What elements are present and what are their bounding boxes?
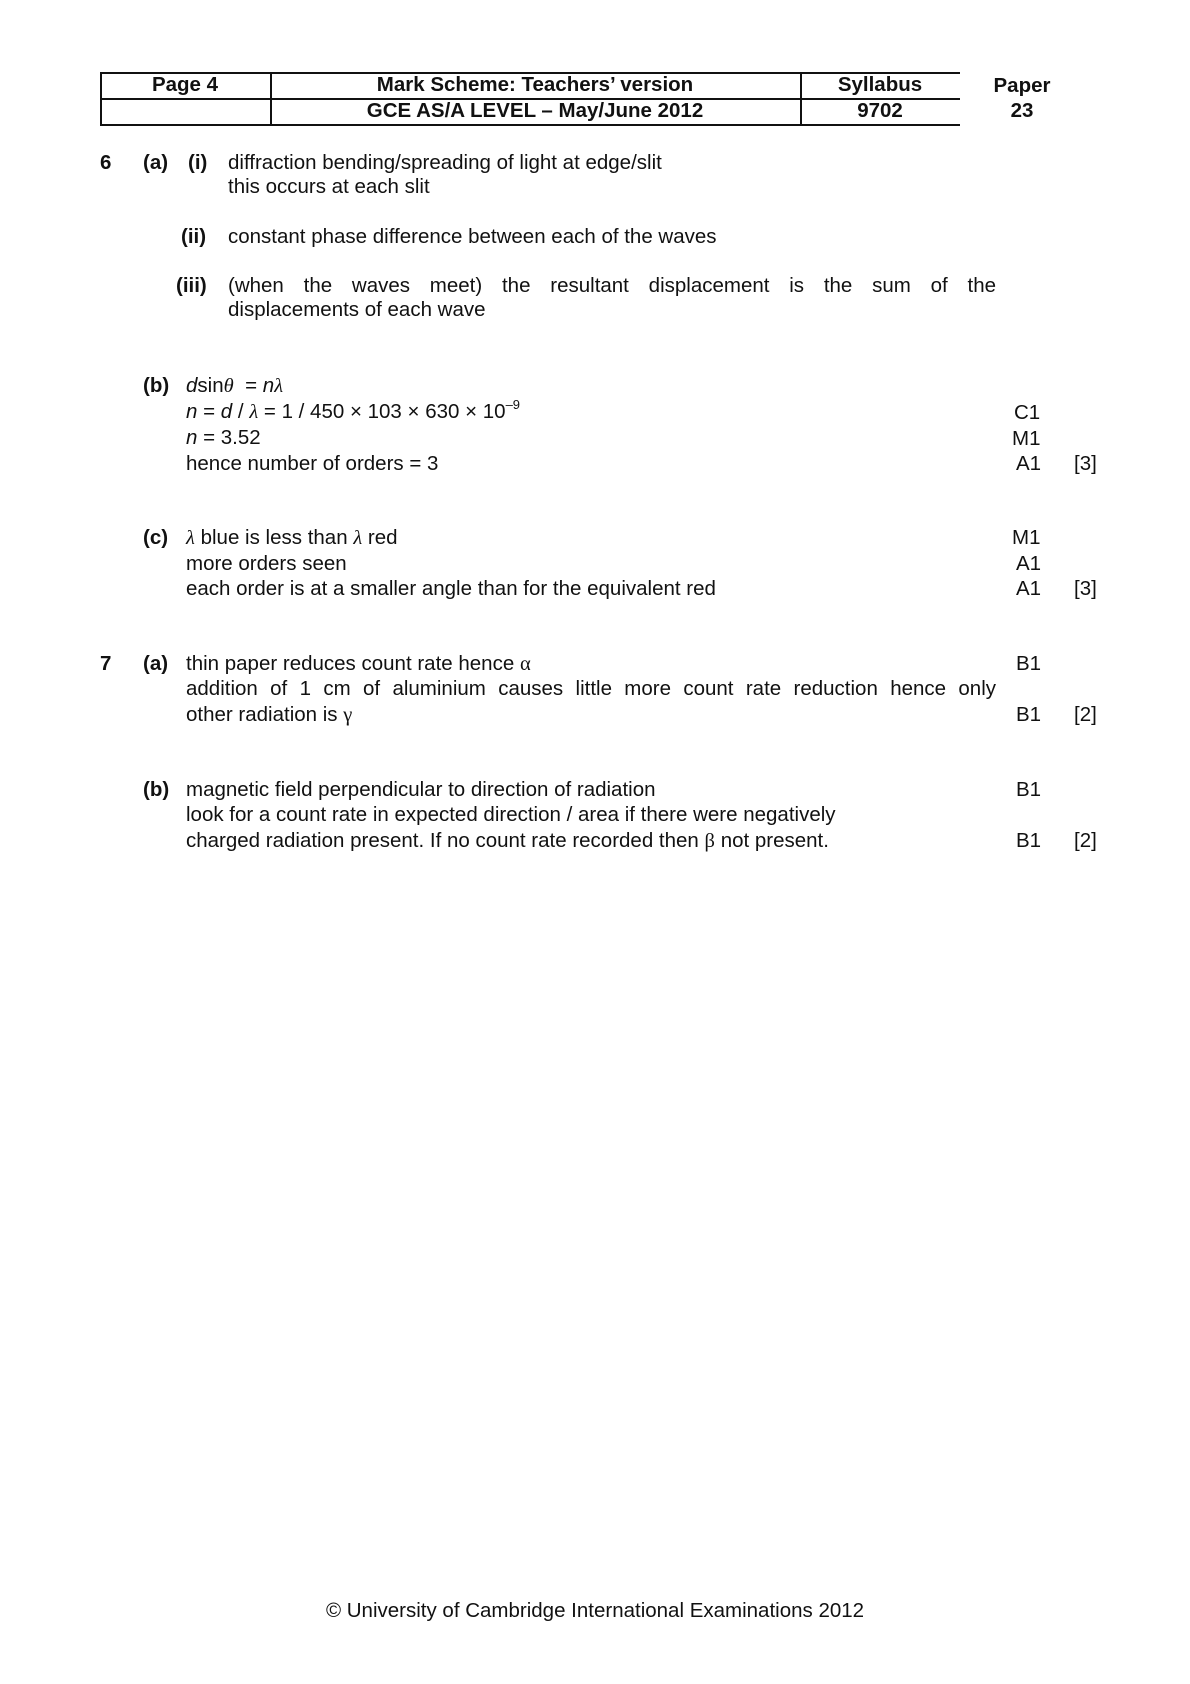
q6-b-eq3-rest: = 3.52 [203, 426, 261, 449]
q6-b-label: (b) [143, 374, 170, 397]
q6-a-i-line2: this occurs at each slit [228, 175, 430, 198]
q7-a-gamma: γ [343, 704, 353, 726]
q6-b-eq1-n: n [262, 374, 275, 397]
q7-a-line2: addition of 1 cm of aluminium causes little more count rate reduction hence only [186, 677, 996, 700]
q7-b-mark1: B1 [1016, 778, 1042, 801]
q6-b-eq1 [186, 374, 283, 398]
q7-a-mark2: B1 [1016, 703, 1042, 726]
q6-a-label: (a) [143, 151, 169, 174]
q6-number: 6 [100, 151, 112, 174]
q6-a-iii-label: (iii) [176, 274, 207, 297]
header-paper-number: 23 [1010, 99, 1034, 122]
q6-b-mark1: C1 [1014, 401, 1041, 424]
q7-b-line3b: not present. [720, 829, 829, 852]
q7-a-label: (a) [143, 652, 169, 675]
q6-b-line4: hence number of orders = 3 [186, 452, 439, 475]
q6-c-line3: each order is at a smaller angle than for the equivalent red [186, 577, 716, 600]
q6-b-eq1-eq: = [245, 374, 258, 397]
q7-a-mark1: B1 [1016, 652, 1042, 675]
q7-b-mark2: B1 [1016, 829, 1042, 852]
q6-b-eq1-d: d [186, 374, 198, 397]
q6-b-eq2-slash: / [237, 400, 244, 423]
header-syllabus-code: 9702 [857, 99, 903, 122]
q6-b-eq1-theta: θ [223, 375, 234, 397]
q7-a-alpha: α [519, 653, 531, 675]
q6-b-mark2: M1 [1012, 427, 1041, 450]
q6-a-ii-text: constant phase difference between each of the waves [228, 225, 717, 248]
q6-a-iii-line1: (when the waves meet) the resultant displacement is the sum of the [228, 274, 996, 297]
q6-a-i-label: (i) [188, 151, 208, 174]
header-bottom-line [100, 124, 960, 126]
q6-b-eq2-n: n [186, 400, 198, 423]
q6-b-eq2-eq: = [203, 400, 216, 423]
q7-a-line1-text: thin paper reduces count rate hence [186, 652, 515, 675]
q7-a-line3 [186, 703, 352, 727]
q6-c-lambda1: λ [186, 527, 195, 549]
q7-b-total: [2] [1074, 829, 1097, 852]
q6-b-eq1-sin: sin [197, 374, 224, 397]
q6-c-lambda2: λ [353, 527, 363, 549]
q6-b-eq2 [186, 397, 521, 426]
q7-a-line3-text: other radiation is [186, 703, 338, 726]
q6-b-eq1-lambda: λ [274, 375, 284, 397]
q6-c-label: (c) [143, 526, 169, 549]
q6-c-line2: more orders seen [186, 552, 347, 575]
header-syllabus-label: Syllabus [837, 73, 923, 96]
q6-c-end: red [367, 526, 398, 549]
header-table [100, 72, 960, 125]
q6-c-mid: blue is less than [200, 526, 348, 549]
footer-copyright: © University of Cambridge International Examinations 2012 [325, 1599, 865, 1622]
header-subtitle: GCE AS/A LEVEL – May/June 2012 [366, 99, 704, 122]
q6-b-eq2-rest: = 1 / 450 × 103 × 630 × 10 [263, 400, 506, 423]
q7-b-line1: magnetic field perpendicular to direction of radiation [186, 778, 656, 801]
header-paper-label: Paper [993, 74, 1051, 97]
q6-a-i-line1: diffraction bending/spreading of light at edge/slit [228, 151, 662, 174]
q7-b-line3 [186, 829, 829, 853]
q6-c-mark1: M1 [1012, 526, 1041, 549]
q6-b-eq2-exp: –9 [505, 397, 521, 412]
q6-c-total: [3] [1074, 577, 1097, 600]
q6-b-eq3-n: n [186, 426, 198, 449]
q6-b-eq3 [186, 426, 261, 450]
q6-c-line1 [186, 526, 398, 550]
q7-b-line3a: charged radiation present. If no count rate recorded then [186, 829, 699, 852]
q6-c-mark2: A1 [1016, 552, 1042, 575]
q7-a-line1 [186, 652, 531, 676]
q6-b-eq2-d: d [220, 400, 233, 423]
q6-a-ii-label: (ii) [181, 225, 207, 248]
header-title: Mark Scheme: Teachers’ version [376, 73, 694, 96]
q7-b-beta: β [704, 830, 715, 852]
q6-b-eq2-lambda: λ [249, 401, 259, 423]
q7-b-label: (b) [143, 778, 170, 801]
q6-c-mark3: A1 [1016, 577, 1042, 600]
q7-a-total: [2] [1074, 703, 1097, 726]
q6-b-mark3: A1 [1016, 452, 1042, 475]
q6-a-iii-line2: displacements of each wave [228, 298, 486, 321]
q7-number: 7 [100, 652, 112, 675]
q6-b-total: [3] [1074, 452, 1097, 475]
header-page: Page 4 [151, 73, 219, 96]
q7-b-line2: look for a count rate in expected direction / area if there were negatively [186, 803, 836, 826]
